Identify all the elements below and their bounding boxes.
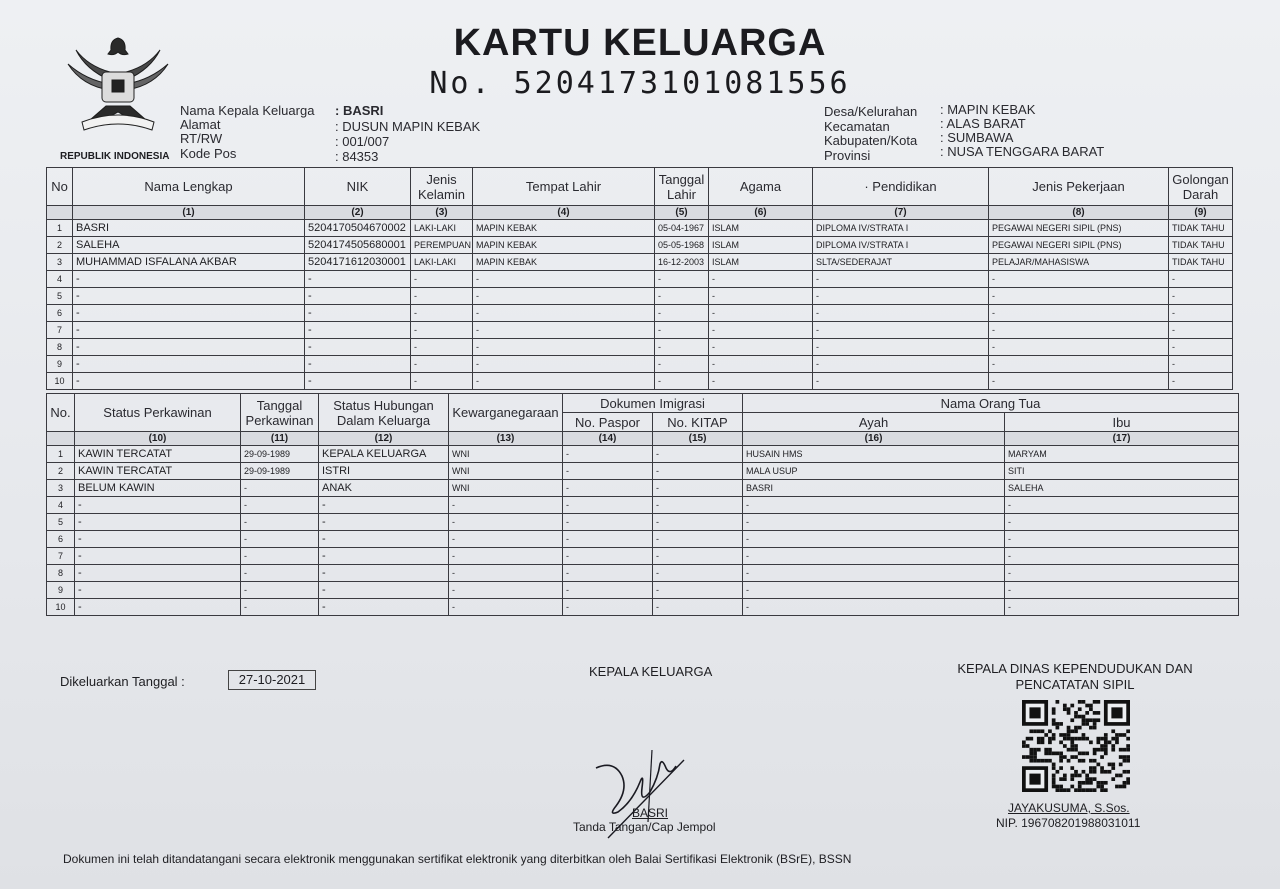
table-cell: - xyxy=(75,531,241,548)
col-no-header: No xyxy=(47,168,73,206)
table-cell: - xyxy=(655,288,709,305)
table-cell: KEPALA KELUARGA xyxy=(319,446,449,463)
table-cell: - xyxy=(411,356,473,373)
table-cell: 9 xyxy=(47,582,75,599)
table-cell: MAPIN KEBAK xyxy=(473,237,655,254)
table-cell: ISLAM xyxy=(709,254,813,271)
table-cell: - xyxy=(473,356,655,373)
table-cell: 8 xyxy=(47,565,75,582)
table-cell: - xyxy=(709,288,813,305)
col-number: (4) xyxy=(473,206,655,220)
col-number: (1) xyxy=(73,206,305,220)
table-cell: - xyxy=(989,356,1169,373)
table-cell: - xyxy=(75,565,241,582)
table-cell: SALEHA xyxy=(73,237,305,254)
table-cell: TIDAK TAHU xyxy=(1169,220,1233,237)
table-cell: - xyxy=(473,305,655,322)
table-cell: - xyxy=(813,322,989,339)
table-cell: - xyxy=(655,271,709,288)
table-row xyxy=(47,373,1233,390)
electronic-signature-disclaimer: Dokumen ini telah ditandatangani secara elektronik menggunakan sertifikat elektronik yang diterbitkan oleh Balai Sertifikasi Elektronik (BSrE), BSSN xyxy=(63,852,852,866)
col-citizenship-header: Kewarganegaraan xyxy=(449,394,563,432)
table-cell: - xyxy=(473,373,655,390)
official-nip: NIP. 196708201988031011 xyxy=(996,816,1141,830)
table-cell: TIDAK TAHU xyxy=(1169,237,1233,254)
table-cell: - xyxy=(563,446,653,463)
village-value: : MAPIN KEBAK xyxy=(940,102,1036,117)
table-cell: WNI xyxy=(449,463,563,480)
table-row xyxy=(47,565,1239,582)
table-cell: LAKI-LAKI xyxy=(411,220,473,237)
table-cell: - xyxy=(655,322,709,339)
table-cell: - xyxy=(743,548,1005,565)
rtrw-value: : 001/007 xyxy=(335,134,390,149)
table-cell: - xyxy=(75,582,241,599)
table-cell: - xyxy=(75,514,241,531)
village-label: Desa/Kelurahan xyxy=(824,104,918,119)
members-table-body xyxy=(47,220,1233,390)
table-cell: - xyxy=(1169,288,1233,305)
district-label: Kecamatan xyxy=(824,119,890,134)
col-mother-header: Ibu xyxy=(1005,413,1239,432)
table-cell: - xyxy=(241,497,319,514)
table-cell: - xyxy=(411,373,473,390)
table-cell: - xyxy=(1005,548,1239,565)
table-cell: - xyxy=(743,514,1005,531)
table-cell: PEGAWAI NEGERI SIPIL (PNS) xyxy=(989,237,1169,254)
table-cell: - xyxy=(989,373,1169,390)
col-number: (15) xyxy=(653,432,743,446)
table-cell: - xyxy=(653,514,743,531)
col-kitap-header: No. KITAP xyxy=(653,413,743,432)
civil-status-table-body xyxy=(47,446,1239,616)
table-cell: - xyxy=(411,271,473,288)
table-cell: - xyxy=(73,288,305,305)
table-cell: LAKI-LAKI xyxy=(411,254,473,271)
table-cell: - xyxy=(319,497,449,514)
table-cell: 2 xyxy=(47,237,73,254)
table-cell: PEGAWAI NEGERI SIPIL (PNS) xyxy=(989,220,1169,237)
table-cell: - xyxy=(305,288,411,305)
table-cell: - xyxy=(73,339,305,356)
table-cell: - xyxy=(563,548,653,565)
table-cell: 5204171612030001 xyxy=(305,254,411,271)
table-cell: 7 xyxy=(47,322,73,339)
signature-name: BASRI xyxy=(632,806,669,820)
table-cell: - xyxy=(653,480,743,497)
col-number: (10) xyxy=(75,432,241,446)
table-cell: MAPIN KEBAK xyxy=(473,254,655,271)
table-cell: - xyxy=(73,356,305,373)
table-cell: MALA USUP xyxy=(743,463,1005,480)
table-cell: - xyxy=(241,599,319,616)
table-cell: - xyxy=(473,339,655,356)
col-number xyxy=(47,206,73,220)
table-cell: KAWIN TERCATAT xyxy=(75,463,241,480)
col-number: (7) xyxy=(813,206,989,220)
table-cell: 5 xyxy=(47,288,73,305)
table-cell: - xyxy=(319,599,449,616)
table-row xyxy=(47,548,1239,565)
table-cell: 10 xyxy=(47,599,75,616)
col-number: (11) xyxy=(241,432,319,446)
table-cell: - xyxy=(449,599,563,616)
province-value: : NUSA TENGGARA BARAT xyxy=(940,144,1105,159)
col-number: (2) xyxy=(305,206,411,220)
table-row xyxy=(47,322,1233,339)
table-cell: - xyxy=(449,548,563,565)
table-cell: 4 xyxy=(47,497,75,514)
table-cell: - xyxy=(411,305,473,322)
col-marital-status-header: Status Perkawinan xyxy=(75,394,241,432)
table-cell: 29-09-1989 xyxy=(241,463,319,480)
table-cell: 05-04-1967 xyxy=(655,220,709,237)
table-cell: - xyxy=(319,565,449,582)
table-cell: - xyxy=(653,582,743,599)
table-cell: ANAK xyxy=(319,480,449,497)
head-of-family-label: Nama Kepala Keluarga xyxy=(180,103,315,118)
table-cell: - xyxy=(653,565,743,582)
table-cell: - xyxy=(241,514,319,531)
table-cell: - xyxy=(319,531,449,548)
table-cell: - xyxy=(989,305,1169,322)
col-full-name-header: Nama Lengkap xyxy=(73,168,305,206)
table-cell: - xyxy=(743,565,1005,582)
table-cell: - xyxy=(319,582,449,599)
table-cell: 05-05-1968 xyxy=(655,237,709,254)
table-cell: - xyxy=(655,339,709,356)
table-row xyxy=(47,288,1233,305)
table-cell: 4 xyxy=(47,271,73,288)
table-cell: - xyxy=(563,497,653,514)
table-cell: - xyxy=(709,339,813,356)
col-religion-header: Agama xyxy=(709,168,813,206)
table-cell: - xyxy=(1169,322,1233,339)
table-cell: - xyxy=(743,531,1005,548)
table-cell: - xyxy=(813,373,989,390)
table-cell: - xyxy=(813,305,989,322)
table-cell: SLTA/SEDERAJAT xyxy=(813,254,989,271)
issued-date-value: 27-10-2021 xyxy=(228,670,316,690)
table-cell: - xyxy=(653,531,743,548)
signature-caption: Tanda Tangan/Cap Jempol xyxy=(573,820,716,834)
table-cell: ISTRI xyxy=(319,463,449,480)
table-cell: - xyxy=(473,322,655,339)
table-cell: - xyxy=(73,322,305,339)
table-cell: 29-09-1989 xyxy=(241,446,319,463)
table-row xyxy=(47,480,1239,497)
col-father-header: Ayah xyxy=(743,413,1005,432)
table-cell: - xyxy=(75,548,241,565)
table-cell: - xyxy=(709,373,813,390)
table-row xyxy=(47,531,1239,548)
table-cell: - xyxy=(241,531,319,548)
table-cell: - xyxy=(305,373,411,390)
table-cell: - xyxy=(1169,356,1233,373)
table-cell: - xyxy=(989,271,1169,288)
table-cell: ISLAM xyxy=(709,220,813,237)
table-cell: - xyxy=(75,599,241,616)
col-birthdate-header: Tanggal Lahir xyxy=(655,168,709,206)
col-number: (16) xyxy=(743,432,1005,446)
address-label: Alamat xyxy=(180,117,221,132)
official-name: JAYAKUSUMA, S.Sos. xyxy=(1008,801,1130,815)
table-cell: - xyxy=(449,582,563,599)
table-cell: - xyxy=(563,463,653,480)
table-cell: DIPLOMA IV/STRATA I xyxy=(813,237,989,254)
table-cell: 8 xyxy=(47,339,73,356)
family-card-number: No. 5204173101081556 xyxy=(429,66,851,101)
col-number: (6) xyxy=(709,206,813,220)
table-cell: - xyxy=(709,322,813,339)
table-cell: - xyxy=(1169,305,1233,322)
table-cell: - xyxy=(1005,565,1239,582)
table-cell: MUHAMMAD ISFALANA AKBAR xyxy=(73,254,305,271)
table-cell: BASRI xyxy=(743,480,1005,497)
col-number: (12) xyxy=(319,432,449,446)
col-number: (13) xyxy=(449,432,563,446)
table-cell: 16-12-2003 xyxy=(655,254,709,271)
table-cell: - xyxy=(563,531,653,548)
table-cell: - xyxy=(709,271,813,288)
table-cell: - xyxy=(743,599,1005,616)
table-cell: - xyxy=(563,480,653,497)
col-gender-header: Jenis Kelamin xyxy=(411,168,473,206)
table-row xyxy=(47,514,1239,531)
col-number: (8) xyxy=(989,206,1169,220)
address-value: : DUSUN MAPIN KEBAK xyxy=(335,119,481,134)
table-cell: MARYAM xyxy=(1005,446,1239,463)
table-cell: - xyxy=(473,271,655,288)
column-number-row xyxy=(47,206,1233,220)
table-cell: - xyxy=(709,305,813,322)
table-cell: - xyxy=(1005,514,1239,531)
table-cell: 6 xyxy=(47,305,73,322)
table-cell: - xyxy=(411,322,473,339)
table-cell: - xyxy=(813,356,989,373)
table-cell: - xyxy=(653,463,743,480)
col-immigration-docs-header: Dokumen Imigrasi xyxy=(563,394,743,413)
province-label: Provinsi xyxy=(824,148,871,163)
col-blood-type-header: Golongan Darah xyxy=(1169,168,1233,206)
table-cell: - xyxy=(709,356,813,373)
table-cell: SITI xyxy=(1005,463,1239,480)
table-cell: SALEHA xyxy=(1005,480,1239,497)
col-relationship-header: Status Hubungan Dalam Keluarga xyxy=(319,394,449,432)
postal-code-label: Kode Pos xyxy=(180,146,237,161)
table-cell: PEREMPUAN xyxy=(411,237,473,254)
table-cell: - xyxy=(305,322,411,339)
table-cell: KAWIN TERCATAT xyxy=(75,446,241,463)
members-table xyxy=(46,167,1233,390)
issued-date-label: Dikeluarkan Tanggal : xyxy=(60,674,185,689)
table-cell: PELAJAR/MAHASISWA xyxy=(989,254,1169,271)
table-cell: - xyxy=(411,288,473,305)
col-number: (9) xyxy=(1169,206,1233,220)
table-cell: BELUM KAWIN xyxy=(75,480,241,497)
col-number: (5) xyxy=(655,206,709,220)
table-cell: - xyxy=(241,548,319,565)
table-cell: - xyxy=(743,497,1005,514)
table-cell: BASRI xyxy=(73,220,305,237)
table-row xyxy=(47,582,1239,599)
table-cell: - xyxy=(319,514,449,531)
table-cell: 3 xyxy=(47,480,75,497)
table-cell: - xyxy=(473,288,655,305)
table-cell: - xyxy=(1005,531,1239,548)
table-cell: 1 xyxy=(47,446,75,463)
table-cell: - xyxy=(241,565,319,582)
table-cell: - xyxy=(989,339,1169,356)
table-cell: 2 xyxy=(47,463,75,480)
table-cell: - xyxy=(655,373,709,390)
col-occupation-header: Jenis Pekerjaan xyxy=(989,168,1169,206)
table-row xyxy=(47,446,1239,463)
table-cell: - xyxy=(73,373,305,390)
table-cell: - xyxy=(563,514,653,531)
col-passport-header: No. Paspor xyxy=(563,413,653,432)
column-number-row xyxy=(47,432,1239,446)
table-cell: - xyxy=(1169,373,1233,390)
table-cell: - xyxy=(989,322,1169,339)
table-cell: - xyxy=(449,565,563,582)
table-cell: - xyxy=(305,356,411,373)
table-cell: - xyxy=(305,339,411,356)
col-nik-header: NIK xyxy=(305,168,411,206)
table-row xyxy=(47,463,1239,480)
table-cell: - xyxy=(813,271,989,288)
col-education-header: · Pendidikan xyxy=(813,168,989,206)
table-cell: TIDAK TAHU xyxy=(1169,254,1233,271)
table-cell: - xyxy=(563,565,653,582)
table-cell: - xyxy=(305,271,411,288)
emblem-label: REPUBLIK INDONESIA xyxy=(60,151,170,162)
table-row xyxy=(47,220,1233,237)
table-cell: 5 xyxy=(47,514,75,531)
table-row xyxy=(47,497,1239,514)
table-row xyxy=(47,271,1233,288)
col-marriage-date-header: Tanggal Perkawinan xyxy=(241,394,319,432)
civil-status-table xyxy=(46,393,1239,616)
table-cell: - xyxy=(449,531,563,548)
table-row xyxy=(47,254,1233,271)
qr-code-icon xyxy=(1022,700,1130,792)
col-number xyxy=(47,432,75,446)
district-value: : ALAS BARAT xyxy=(940,116,1026,131)
table-cell: - xyxy=(813,339,989,356)
table-row xyxy=(47,356,1233,373)
table-cell: - xyxy=(73,305,305,322)
head-of-family-sign-title: KEPALA KELUARGA xyxy=(589,664,713,679)
table-cell: - xyxy=(449,514,563,531)
col-parents-header: Nama Orang Tua xyxy=(743,394,1239,413)
col-birthplace-header: Tempat Lahir xyxy=(473,168,655,206)
table-cell: ISLAM xyxy=(709,237,813,254)
table-row xyxy=(47,305,1233,322)
table-cell: 5204170504670002 xyxy=(305,220,411,237)
table-cell: - xyxy=(411,339,473,356)
table-cell: - xyxy=(563,582,653,599)
table-cell: - xyxy=(653,548,743,565)
table-cell: 1 xyxy=(47,220,73,237)
official-title: KEPALA DINAS KEPENDUDUKAN DAN PENCATATAN SIPIL xyxy=(957,661,1193,692)
table-cell: - xyxy=(241,480,319,497)
col-number: (14) xyxy=(563,432,653,446)
table-cell: - xyxy=(1169,271,1233,288)
table-cell: - xyxy=(319,548,449,565)
table-cell: 7 xyxy=(47,548,75,565)
table-cell: - xyxy=(449,497,563,514)
table-cell: - xyxy=(655,305,709,322)
head-of-family-value: : BASRI xyxy=(335,103,384,118)
table-cell: - xyxy=(1005,599,1239,616)
table-cell: 3 xyxy=(47,254,73,271)
document-title: KARTU KELUARGA xyxy=(453,22,827,64)
table-cell: - xyxy=(1169,339,1233,356)
table-cell: 9 xyxy=(47,356,73,373)
regency-label: Kabupaten/Kota xyxy=(824,133,918,148)
regency-value: : SUMBAWA xyxy=(940,130,1014,145)
table-cell: - xyxy=(73,271,305,288)
table-cell: HUSAIN HMS xyxy=(743,446,1005,463)
table-row xyxy=(47,237,1233,254)
col-no-header: No. xyxy=(47,394,75,432)
table-cell: DIPLOMA IV/STRATA I xyxy=(813,220,989,237)
postal-code-value: : 84353 xyxy=(335,149,379,164)
table-cell: WNI xyxy=(449,480,563,497)
table-cell: - xyxy=(305,305,411,322)
table-cell: MAPIN KEBAK xyxy=(473,220,655,237)
table-cell: - xyxy=(653,497,743,514)
table-cell: 5204174505680001 xyxy=(305,237,411,254)
table-cell: - xyxy=(743,582,1005,599)
table-cell: - xyxy=(241,582,319,599)
rtrw-label: RT/RW xyxy=(180,131,223,146)
table-cell: - xyxy=(813,288,989,305)
table-cell: 6 xyxy=(47,531,75,548)
table-cell: - xyxy=(989,288,1169,305)
table-cell: - xyxy=(653,446,743,463)
table-cell: - xyxy=(75,497,241,514)
table-cell: WNI xyxy=(449,446,563,463)
table-row xyxy=(47,339,1233,356)
col-number: (17) xyxy=(1005,432,1239,446)
table-row xyxy=(47,599,1239,616)
col-number: (3) xyxy=(411,206,473,220)
table-cell: - xyxy=(1005,582,1239,599)
table-cell: - xyxy=(653,599,743,616)
table-cell: - xyxy=(655,356,709,373)
table-cell: - xyxy=(1005,497,1239,514)
table-cell: - xyxy=(563,599,653,616)
table-cell: 10 xyxy=(47,373,73,390)
